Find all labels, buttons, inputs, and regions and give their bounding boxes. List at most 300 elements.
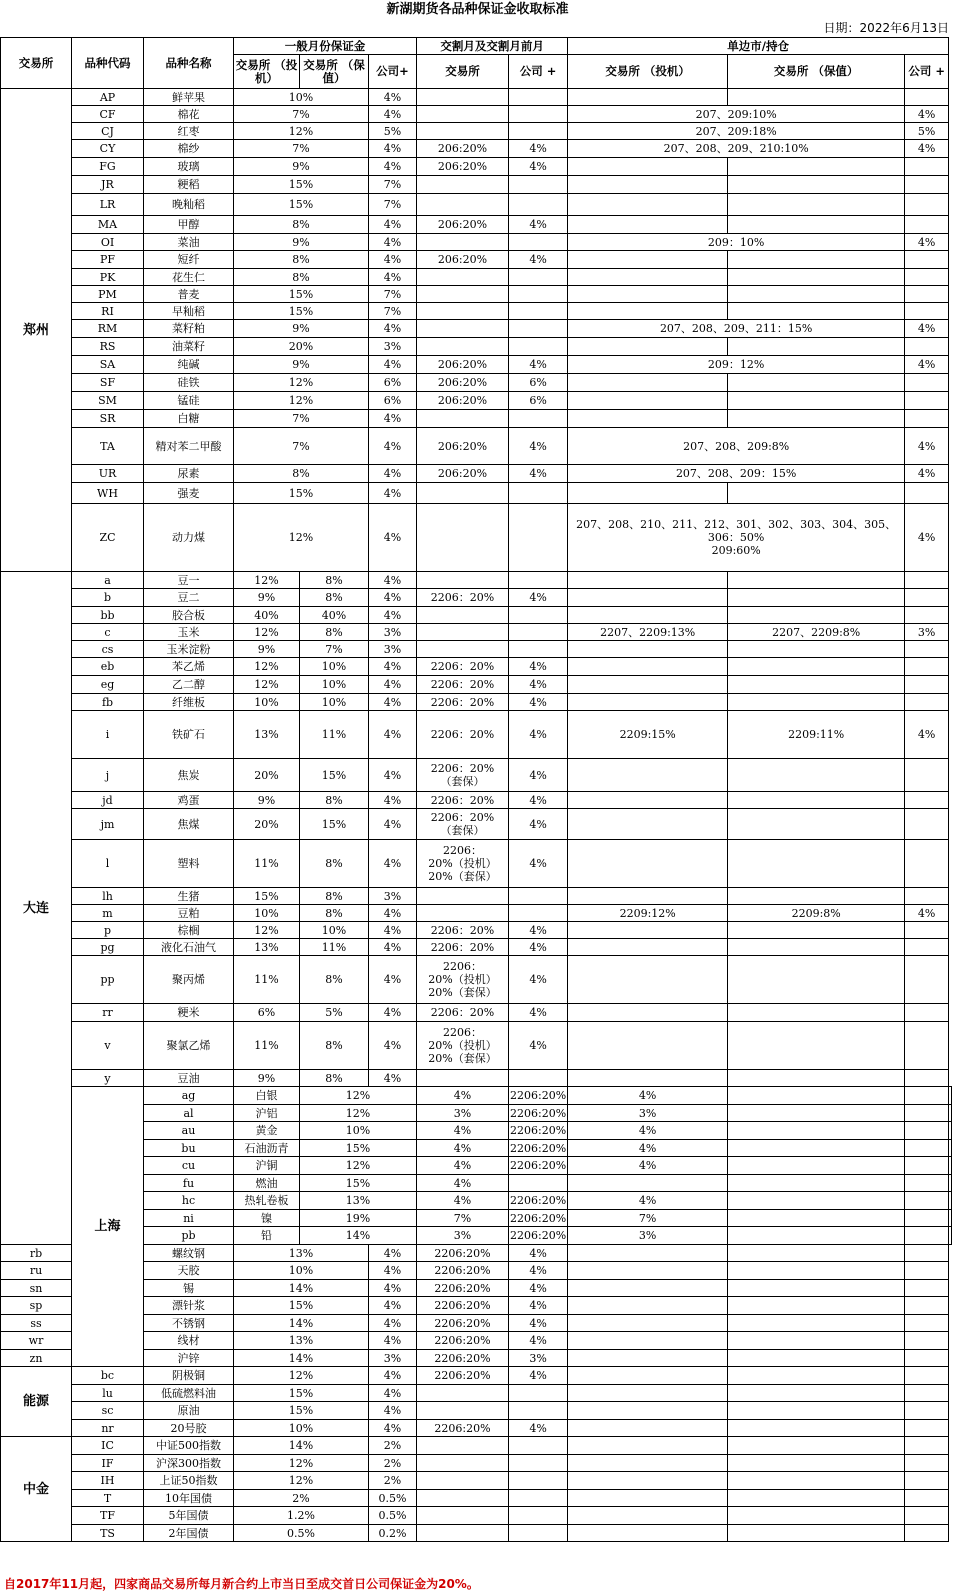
delivery-company-plus: 4% — [509, 1367, 568, 1385]
single-side-spec — [728, 1192, 905, 1210]
single-side-spec — [728, 1105, 905, 1122]
single-side-hedge — [728, 194, 905, 216]
general-company-plus: 4% — [369, 1297, 417, 1315]
general-margin: 7% — [234, 428, 369, 465]
single-side-margin: 207、208、209:8% — [568, 428, 905, 465]
product-code: c — [72, 624, 144, 641]
delivery-company-plus — [509, 607, 568, 624]
single-side-company-plus — [905, 1332, 949, 1350]
single-side-company-plus: 3% — [905, 624, 949, 641]
delivery-company-plus — [509, 234, 568, 251]
single-side-company-plus — [949, 1122, 952, 1140]
general-company-plus: 4% — [417, 1192, 509, 1210]
general-margin: 12% — [234, 374, 369, 392]
product-code: JR — [72, 176, 144, 194]
general-margin-hedge: 10% — [300, 658, 369, 676]
general-company-plus: 0.5% — [369, 1490, 417, 1507]
header-general-margin: 一般月份保证金 — [234, 38, 417, 55]
single-side-spec — [568, 1332, 728, 1350]
delivery-company-plus: 4% — [509, 658, 568, 676]
general-company-plus: 4% — [369, 483, 417, 504]
delivery-margin — [417, 269, 509, 286]
table-row — [1, 158, 952, 176]
exchange-cell: 大连 — [1, 572, 72, 1245]
single-side-company-plus — [905, 1070, 949, 1087]
product-name: 黄金 — [234, 1122, 300, 1140]
single-side-spec — [568, 410, 728, 428]
single-side-company-plus — [949, 1140, 952, 1157]
single-side-spec — [568, 676, 728, 694]
single-side-hedge — [728, 694, 905, 711]
delivery-margin — [417, 320, 509, 338]
product-code: cs — [72, 641, 144, 658]
general-margin: 12% — [234, 504, 369, 572]
single-side-hedge — [728, 1525, 905, 1542]
product-code: ru — [1, 1262, 72, 1280]
single-side-company-plus — [905, 1437, 949, 1455]
general-company-plus: 4% — [369, 905, 417, 922]
product-code: IC — [72, 1437, 144, 1455]
product-code: fu — [144, 1175, 234, 1192]
general-company-plus: 4% — [369, 956, 417, 1004]
general-company-plus: 4% — [369, 589, 417, 607]
delivery-company-plus — [509, 1507, 568, 1525]
product-code: zn — [1, 1350, 72, 1367]
product-code: UR — [72, 465, 144, 483]
general-company-plus: 4% — [369, 809, 417, 840]
table-row — [1, 888, 952, 905]
delivery-margin: 206:20% — [417, 251, 509, 269]
product-name: 塑料 — [144, 840, 234, 888]
general-margin-hedge: 10% — [300, 922, 369, 939]
product-code: ni — [144, 1210, 234, 1227]
delivery-company-plus — [509, 1385, 568, 1402]
single-side-hedge: 2209:8% — [728, 905, 905, 922]
delivery-company-plus — [509, 1490, 568, 1507]
product-name: 锡 — [144, 1280, 234, 1297]
delivery-company-plus — [509, 504, 568, 572]
product-name: 沪铝 — [234, 1105, 300, 1122]
product-name: 焦炭 — [144, 759, 234, 792]
table-row — [1, 905, 952, 922]
general-company-plus: 0.5% — [369, 1507, 417, 1525]
general-margin: 14% — [234, 1437, 369, 1455]
single-side-company-plus — [905, 89, 949, 106]
general-company-plus: 2% — [369, 1472, 417, 1490]
delivery-company-plus: 4% — [509, 711, 568, 759]
product-name: 玉米淀粉 — [144, 641, 234, 658]
general-company-plus: 4% — [417, 1157, 509, 1175]
table-row — [1, 1315, 952, 1332]
general-company-plus: 7% — [417, 1210, 509, 1227]
product-name: 液化石油气 — [144, 939, 234, 956]
product-name: 甲醇 — [144, 216, 234, 234]
general-margin: 7% — [234, 106, 369, 123]
single-side-company-plus — [905, 641, 949, 658]
general-margin: 10% — [234, 1420, 369, 1437]
single-side-company-plus: 4% — [905, 140, 949, 158]
delivery-margin: 206:20% — [417, 140, 509, 158]
delivery-company-plus: 6% — [509, 374, 568, 392]
delivery-margin — [417, 504, 509, 572]
product-code: v — [72, 1022, 144, 1070]
single-side-company-plus — [905, 1507, 949, 1525]
general-margin: 14% — [234, 1350, 369, 1367]
single-side-hedge — [728, 1437, 905, 1455]
product-name: 焦煤 — [144, 809, 234, 840]
product-name: 线材 — [144, 1332, 234, 1350]
product-code: T — [72, 1490, 144, 1507]
general-margin-hedge: 8% — [300, 905, 369, 922]
general-margin: 14% — [234, 1315, 369, 1332]
single-side-hedge — [728, 1455, 905, 1472]
single-side-hedge — [905, 1140, 949, 1157]
general-margin: 8% — [234, 251, 369, 269]
delivery-margin: 2206：20% — [417, 676, 509, 694]
table-row — [1, 286, 952, 303]
product-name: 豆一 — [144, 572, 234, 589]
general-margin-hedge: 8% — [300, 840, 369, 888]
product-name: 动力煤 — [144, 504, 234, 572]
general-margin: 12% — [300, 1087, 417, 1105]
single-side-hedge — [728, 1022, 905, 1070]
product-code: lh — [72, 888, 144, 905]
single-side-spec — [568, 216, 728, 234]
single-side-spec — [568, 1022, 728, 1070]
single-side-hedge — [728, 1280, 905, 1297]
delivery-company-plus — [509, 888, 568, 905]
product-code: LR — [72, 194, 144, 216]
table-row — [1, 1210, 952, 1227]
table-row — [1, 303, 952, 320]
single-side-margin: 207、208、209：15% — [568, 465, 905, 483]
product-code: TA — [72, 428, 144, 465]
delivery-company-plus: 4% — [509, 922, 568, 939]
general-margin-hedge: 7% — [300, 641, 369, 658]
product-code: fb — [72, 694, 144, 711]
delivery-company-plus: 6% — [509, 392, 568, 410]
general-margin-spec: 40% — [234, 607, 300, 624]
delivery-margin: 2206： 20%（投机） 20%（套保） — [417, 1022, 509, 1070]
table-row — [1, 1490, 952, 1507]
delivery-company-plus: 4% — [509, 676, 568, 694]
general-company-plus: 4% — [369, 410, 417, 428]
table-row — [1, 589, 952, 607]
single-side-hedge — [728, 572, 905, 589]
table-row — [1, 1455, 952, 1472]
single-side-company-plus: 4% — [905, 356, 949, 374]
delivery-margin: 2206：20% （套保） — [417, 809, 509, 840]
product-name: 短纤 — [144, 251, 234, 269]
general-margin-spec: 10% — [234, 694, 300, 711]
single-side-spec — [568, 1525, 728, 1542]
single-side-hedge — [728, 792, 905, 809]
delivery-margin: 2206:20% — [417, 1332, 509, 1350]
table-row — [1, 1437, 952, 1455]
single-side-hedge — [728, 303, 905, 320]
delivery-margin: 2206：20% — [417, 658, 509, 676]
general-margin: 8% — [234, 216, 369, 234]
single-side-company-plus — [905, 922, 949, 939]
product-code: m — [72, 905, 144, 922]
single-side-company-plus — [905, 572, 949, 589]
single-side-company-plus — [905, 607, 949, 624]
product-name: 豆油 — [144, 1070, 234, 1087]
single-side-spec — [568, 1070, 728, 1087]
delivery-margin — [417, 106, 509, 123]
general-margin: 12% — [234, 1455, 369, 1472]
general-margin-spec: 11% — [234, 1022, 300, 1070]
delivery-margin: 2206:20% — [417, 1350, 509, 1367]
table-row — [1, 1507, 952, 1525]
exchange-cell: 上海 — [72, 1087, 144, 1367]
delivery-margin: 206:20% — [417, 356, 509, 374]
delivery-company-plus — [568, 1175, 728, 1192]
single-side-company-plus — [905, 792, 949, 809]
general-company-plus: 4% — [417, 1140, 509, 1157]
product-code: eb — [72, 658, 144, 676]
single-side-spec — [568, 194, 728, 216]
general-margin: 9% — [234, 356, 369, 374]
table-row — [1, 338, 952, 356]
general-margin-hedge: 11% — [300, 711, 369, 759]
table-row — [1, 759, 952, 792]
product-name: 菜油 — [144, 234, 234, 251]
product-name: 菜籽粕 — [144, 320, 234, 338]
single-side-spec — [728, 1122, 905, 1140]
product-code: pg — [72, 939, 144, 956]
delivery-margin — [417, 234, 509, 251]
delivery-company-plus: 4% — [509, 140, 568, 158]
delivery-company-plus — [509, 106, 568, 123]
single-side-spec — [568, 922, 728, 939]
single-side-spec — [728, 1157, 905, 1175]
delivery-company-plus — [509, 1437, 568, 1455]
product-code: PK — [72, 269, 144, 286]
general-company-plus: 4% — [369, 356, 417, 374]
header-single-spec: 交易所 （投机） — [568, 55, 728, 89]
delivery-margin: 2206:20% — [417, 1297, 509, 1315]
general-margin: 0.5% — [234, 1525, 369, 1542]
delivery-company-plus: 4% — [509, 792, 568, 809]
product-name: 石油沥青 — [234, 1140, 300, 1157]
general-company-plus: 4% — [369, 1004, 417, 1022]
delivery-margin: 2206：20% — [417, 1004, 509, 1022]
product-code: PM — [72, 286, 144, 303]
delivery-margin — [417, 1437, 509, 1455]
single-side-company-plus — [905, 374, 949, 392]
general-margin-hedge: 8% — [300, 572, 369, 589]
product-code: a — [72, 572, 144, 589]
single-side-spec — [568, 1245, 728, 1262]
product-code: WH — [72, 483, 144, 504]
single-side-hedge — [728, 641, 905, 658]
delivery-company-plus: 4% — [509, 1262, 568, 1280]
general-margin-spec: 12% — [234, 572, 300, 589]
delivery-company-plus: 4% — [509, 1245, 568, 1262]
delivery-company-plus — [509, 303, 568, 320]
product-code: sc — [72, 1402, 144, 1420]
table-row — [1, 123, 952, 140]
single-side-hedge — [728, 809, 905, 840]
product-name: 纯碱 — [144, 356, 234, 374]
product-code: jm — [72, 809, 144, 840]
product-code: FG — [72, 158, 144, 176]
single-side-hedge — [728, 216, 905, 234]
general-margin-spec: 9% — [234, 641, 300, 658]
table-row — [1, 1402, 952, 1420]
delivery-company-plus — [509, 410, 568, 428]
single-side-spec — [568, 374, 728, 392]
general-company-plus: 3% — [417, 1105, 509, 1122]
delivery-margin: 2206:20% — [417, 1420, 509, 1437]
single-side-spec — [568, 1280, 728, 1297]
single-side-company-plus — [905, 1262, 949, 1280]
product-name: 沪深300指数 — [144, 1455, 234, 1472]
single-side-spec — [568, 1420, 728, 1437]
delivery-margin: 2206:20% — [417, 1367, 509, 1385]
general-company-plus: 4% — [369, 1245, 417, 1262]
general-company-plus: 4% — [369, 1315, 417, 1332]
single-side-spec — [568, 158, 728, 176]
product-code: TS — [72, 1525, 144, 1542]
single-side-company-plus — [905, 1004, 949, 1022]
delivery-company-plus — [509, 320, 568, 338]
product-name: 沪铜 — [234, 1157, 300, 1175]
product-name: 棉花 — [144, 106, 234, 123]
single-side-spec — [568, 338, 728, 356]
product-name: 沪锌 — [144, 1350, 234, 1367]
single-side-spec — [568, 1490, 728, 1507]
product-name: 乙二醇 — [144, 676, 234, 694]
single-side-hedge — [728, 1070, 905, 1087]
product-code: sn — [1, 1280, 72, 1297]
general-company-plus: 4% — [417, 1175, 509, 1192]
single-side-company-plus — [905, 676, 949, 694]
product-name: 漂针浆 — [144, 1297, 234, 1315]
product-code: RM — [72, 320, 144, 338]
product-name: 燃油 — [234, 1175, 300, 1192]
single-side-spec — [568, 607, 728, 624]
table-row — [1, 1332, 952, 1350]
single-side-hedge — [728, 676, 905, 694]
delivery-margin — [417, 483, 509, 504]
general-margin-hedge: 10% — [300, 676, 369, 694]
header-delivery-exchange: 交易所 — [417, 55, 509, 89]
single-side-hedge — [728, 1245, 905, 1262]
delivery-company-plus: 4% — [509, 939, 568, 956]
general-company-plus: 4% — [369, 572, 417, 589]
general-margin-hedge: 8% — [300, 792, 369, 809]
general-margin-hedge: 8% — [300, 1022, 369, 1070]
header-single-company: 公司 + — [905, 55, 949, 89]
delivery-company-plus — [509, 1070, 568, 1087]
general-company-plus: 7% — [369, 286, 417, 303]
single-side-spec — [568, 269, 728, 286]
single-side-company-plus: 5% — [905, 123, 949, 140]
single-side-company-plus — [905, 1490, 949, 1507]
table-row — [1, 1245, 952, 1262]
general-margin: 15% — [300, 1175, 417, 1192]
delivery-margin — [417, 572, 509, 589]
general-company-plus: 4% — [369, 1070, 417, 1087]
single-side-spec — [728, 1140, 905, 1157]
single-side-company-plus: 4% — [905, 106, 949, 123]
product-code: cu — [144, 1157, 234, 1175]
single-side-spec — [728, 1210, 905, 1227]
single-side-spec — [568, 483, 728, 504]
general-margin: 10% — [234, 1262, 369, 1280]
single-side-hedge — [728, 1472, 905, 1490]
delivery-company-plus — [509, 483, 568, 504]
single-side-spec — [568, 303, 728, 320]
product-code: eg — [72, 676, 144, 694]
single-side-hedge: 2209:11% — [728, 711, 905, 759]
general-company-plus: 4% — [369, 158, 417, 176]
table-row — [1, 320, 952, 338]
product-name: 精对苯二甲酸 — [144, 428, 234, 465]
product-name: 苯乙烯 — [144, 658, 234, 676]
single-side-company-plus — [905, 286, 949, 303]
delivery-margin — [417, 410, 509, 428]
delivery-margin — [417, 1455, 509, 1472]
delivery-company-plus — [509, 1402, 568, 1420]
single-side-spec — [728, 1175, 905, 1192]
single-side-spec — [568, 956, 728, 1004]
single-side-company-plus — [905, 1402, 949, 1420]
delivery-company-plus — [509, 1525, 568, 1542]
product-code: l — [72, 840, 144, 888]
single-side-hedge — [728, 922, 905, 939]
table-row — [1, 1262, 952, 1280]
delivery-company-plus: 4% — [568, 1192, 728, 1210]
table-row — [1, 428, 952, 465]
table-row — [1, 939, 952, 956]
single-side-spec — [568, 572, 728, 589]
delivery-company-plus: 4% — [509, 1315, 568, 1332]
single-side-hedge — [728, 658, 905, 676]
delivery-company-plus: 3% — [509, 1350, 568, 1367]
table-row — [1, 465, 952, 483]
product-name: 晚籼稻 — [144, 194, 234, 216]
delivery-margin — [417, 338, 509, 356]
single-side-hedge — [728, 158, 905, 176]
single-side-company-plus — [905, 888, 949, 905]
single-side-company-plus — [949, 1227, 952, 1245]
single-side-hedge — [728, 1367, 905, 1385]
delivery-margin: 2206:20% — [510, 1211, 567, 1225]
general-margin-hedge: 15% — [300, 809, 369, 840]
product-code: pp — [72, 956, 144, 1004]
single-side-spec — [728, 1227, 905, 1245]
table-row — [1, 1175, 952, 1192]
table-row — [1, 374, 952, 392]
general-company-plus: 4% — [369, 607, 417, 624]
general-margin-hedge: 10% — [300, 694, 369, 711]
general-company-plus: 4% — [369, 1332, 417, 1350]
delivery-margin — [417, 607, 509, 624]
general-company-plus: 4% — [369, 269, 417, 286]
product-name: 玉米 — [144, 624, 234, 641]
delivery-company-plus — [509, 176, 568, 194]
single-side-spec — [568, 1472, 728, 1490]
single-side-hedge — [728, 589, 905, 607]
product-name: 螺纹钢 — [144, 1245, 234, 1262]
single-side-hedge — [905, 1122, 949, 1140]
product-code: rr — [72, 1004, 144, 1022]
single-side-spec — [568, 658, 728, 676]
header-row-1 — [1, 38, 952, 55]
